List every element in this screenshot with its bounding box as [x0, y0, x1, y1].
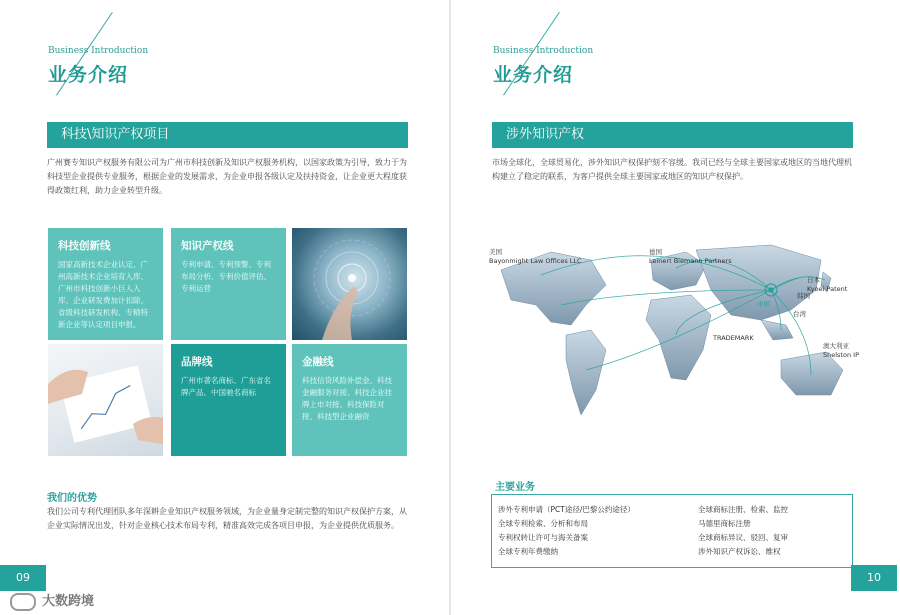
map-label-trademark: TRADEMARK — [713, 334, 754, 342]
service-item: 马德里商标注册 — [698, 519, 751, 528]
tile-brand — [171, 344, 286, 456]
service-item: 专利权转让许可与海关备案 — [498, 533, 588, 542]
right-page — [451, 0, 900, 615]
brand-watermark — [10, 590, 94, 611]
hand-tech-photo — [292, 228, 407, 340]
tile-tech-innovation — [48, 228, 163, 340]
brand-name: 大数跨境 — [42, 594, 95, 609]
heading-zh: 业务介绍 — [493, 64, 574, 86]
tile-finance — [292, 344, 407, 456]
map-label-korea: 韩国 — [797, 292, 810, 300]
service-item: 涉外专利申请（PCT途径/巴黎公约途径） — [498, 505, 635, 514]
advantage-paragraph: 我们公司专利代理团队多年深耕企业知识产权服务领域，为企业量身定制完整的知识产权保护方案，从企业实际情况出发，针对企业核心技术布局专利，精准高效完成各项目申报，为企业提供优质服务。 — [47, 507, 407, 530]
section-title-bar — [492, 122, 853, 148]
tile-body: 国家高新技术企业认定、广州高新技术企业培育入库、广州市科技创新小巨人入库、企业研发费加计扣除、省级科技研发机构、专精特新企业等认定项目申报。 — [58, 260, 148, 329]
section-title: 涉外知识产权 — [506, 127, 585, 142]
handshake-chart-photo — [48, 344, 163, 456]
service-item: 全球专利年费缴纳 — [498, 547, 558, 556]
advantage-title: 我们的优势 — [47, 493, 97, 504]
left-page — [0, 0, 449, 615]
section-title: 科技\知识产权项目 — [61, 127, 170, 142]
section-title-bar — [47, 122, 408, 148]
main-business-title: 主要业务 — [495, 482, 535, 493]
tile-title: 金融线 — [302, 356, 334, 368]
services-box — [491, 494, 853, 568]
page-number: 10 — [851, 565, 897, 591]
map-label-japan: 日本 Kyoei Patent — [807, 276, 848, 293]
world-map — [481, 230, 871, 440]
service-item: 全球商标异议、驳回、复审 — [698, 533, 788, 542]
tile-ip — [171, 228, 286, 340]
tech-rings-graphic — [292, 228, 407, 340]
intro-paragraph: 广州赛专知识产权服务有限公司为广州市科技创新及知识产权服务机构，以国家政策为引导，致力于为科技型企业提供专业服务，根据企业的发展需求，为企业申报各级认定及扶持资金，让企业更大程度获得政策红利，助力企业转型升级。 — [47, 158, 407, 195]
heading-zh: 业务介绍 — [48, 64, 129, 86]
tile-title: 品牌线 — [181, 356, 213, 368]
map-label-usa: 美国 Bayonmight Law Offices LLC — [489, 248, 582, 265]
tile-body: 科技信贷风险补偿金、科技金融服务对接、科技企业挂牌上市对接、科技保险对接、科技型企业融资 — [302, 376, 392, 421]
tile-title: 科技创新线 — [58, 240, 111, 252]
heading-en: Business Introduction — [493, 46, 594, 56]
service-item: 全球商标注册、检索、监控 — [698, 505, 788, 514]
service-item: 全球专利检索、分析和布局 — [498, 519, 588, 528]
tile-body: 广州市著名商标、广东省名牌产品、中国驰名商标 — [181, 376, 271, 397]
intro-paragraph: 市场全球化，全球贸易化，涉外知识产权保护刻不容缓。我司已经与全球主要国家或地区的当地代理机构建立了稳定的联系，为客户提供全球主要国家或地区的知识产权保护。 — [492, 158, 852, 181]
tile-title: 知识产权线 — [181, 240, 234, 252]
map-label-australia: 澳大利亚 Shelston IP — [823, 342, 859, 359]
map-label-taiwan: 台湾 — [793, 310, 806, 318]
service-item: 涉外知识产权诉讼、维权 — [698, 547, 781, 556]
map-label-china: 中国 — [757, 300, 770, 308]
heading-en: Business Introduction — [48, 46, 149, 56]
map-label-germany: 德国 Leinert Biemann Partners — [649, 248, 732, 265]
brand-logo-icon — [10, 593, 36, 611]
paper-chart-graphic — [48, 344, 163, 456]
tile-body: 专利申请、专利预警、专利布局分析、专利价值评估、专利运营 — [181, 260, 271, 293]
page-number: 09 — [0, 565, 46, 591]
